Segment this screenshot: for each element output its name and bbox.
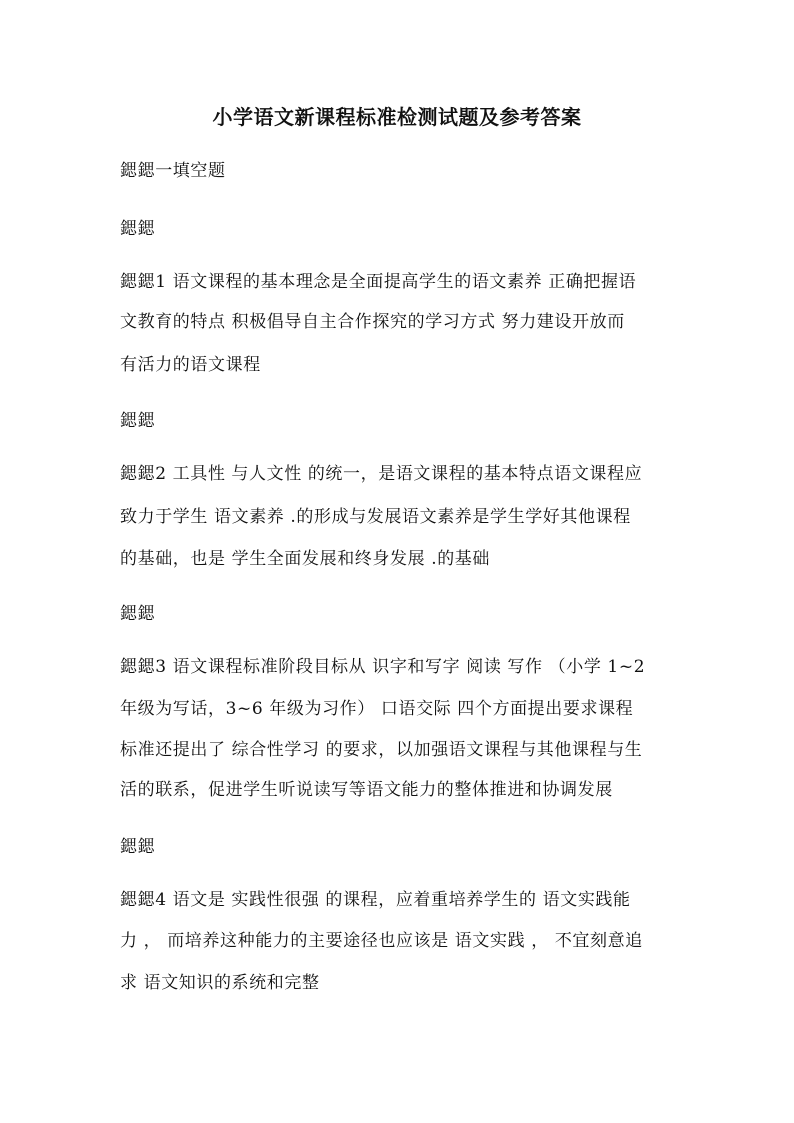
question-3-line-4: 活的联系，促进学生听说读写等语文能力的整体推进和协调发展 [120,780,613,800]
text-line: 鍶鍶 [120,837,156,857]
question-3-line-3: 标准还提出了 综合性学习 的要求，以加强语文课程与其他课程与生 [120,740,643,760]
document-title: 小学语文新课程标准检测试题及参考答案 [212,105,582,129]
question-4-line-1: 鍶鍶4 语文是 实践性很强 的课程，应着重培养学生的 语文实践能 [120,890,631,910]
question-2-line-3: 的基础，也是 学生全面发展和终身发展 .的基础 [120,549,491,569]
question-3-line-2: 年级为写话，3~6 年级为习作） 口语交际 四个方面提出要求课程 [120,699,634,719]
question-1-line-3: 有活力的语文课程 [120,355,261,375]
question-3-line-1: 鍶鍶3 语文课程标准阶段目标从 识字和写字 阅读 写作 （小学 1~2 [120,657,646,677]
text-line: 鍶鍶 [120,411,156,431]
question-1-line-1: 鍶鍶1 语文课程的基本理念是全面提高学生的语文素养 正确把握语 [120,272,637,292]
question-2-line-2: 致力于学生 语文素养 .的形成与发展语文素养是学生学好其他课程 [120,507,631,527]
text-line: 鍶鍶 [120,219,156,239]
question-1-line-2: 文教育的特点 积极倡导自主合作探究的学习方式 努力建设开放而 [120,312,625,332]
question-4-line-2: 力 ， 而培养这种能力的主要途径也应该是 语文实践 ， 不宜刻意追 [120,931,643,951]
section-heading-fill-in: 鍶鍶一填空题 [120,161,226,181]
text-line: 鍶鍶 [120,604,156,624]
question-4-line-3: 求 语文知识的系统和完整 [120,973,320,993]
question-2-line-1: 鍶鍶2 工具性 与人文性 的统一，是语文课程的基本特点语文课程应 [120,464,643,484]
